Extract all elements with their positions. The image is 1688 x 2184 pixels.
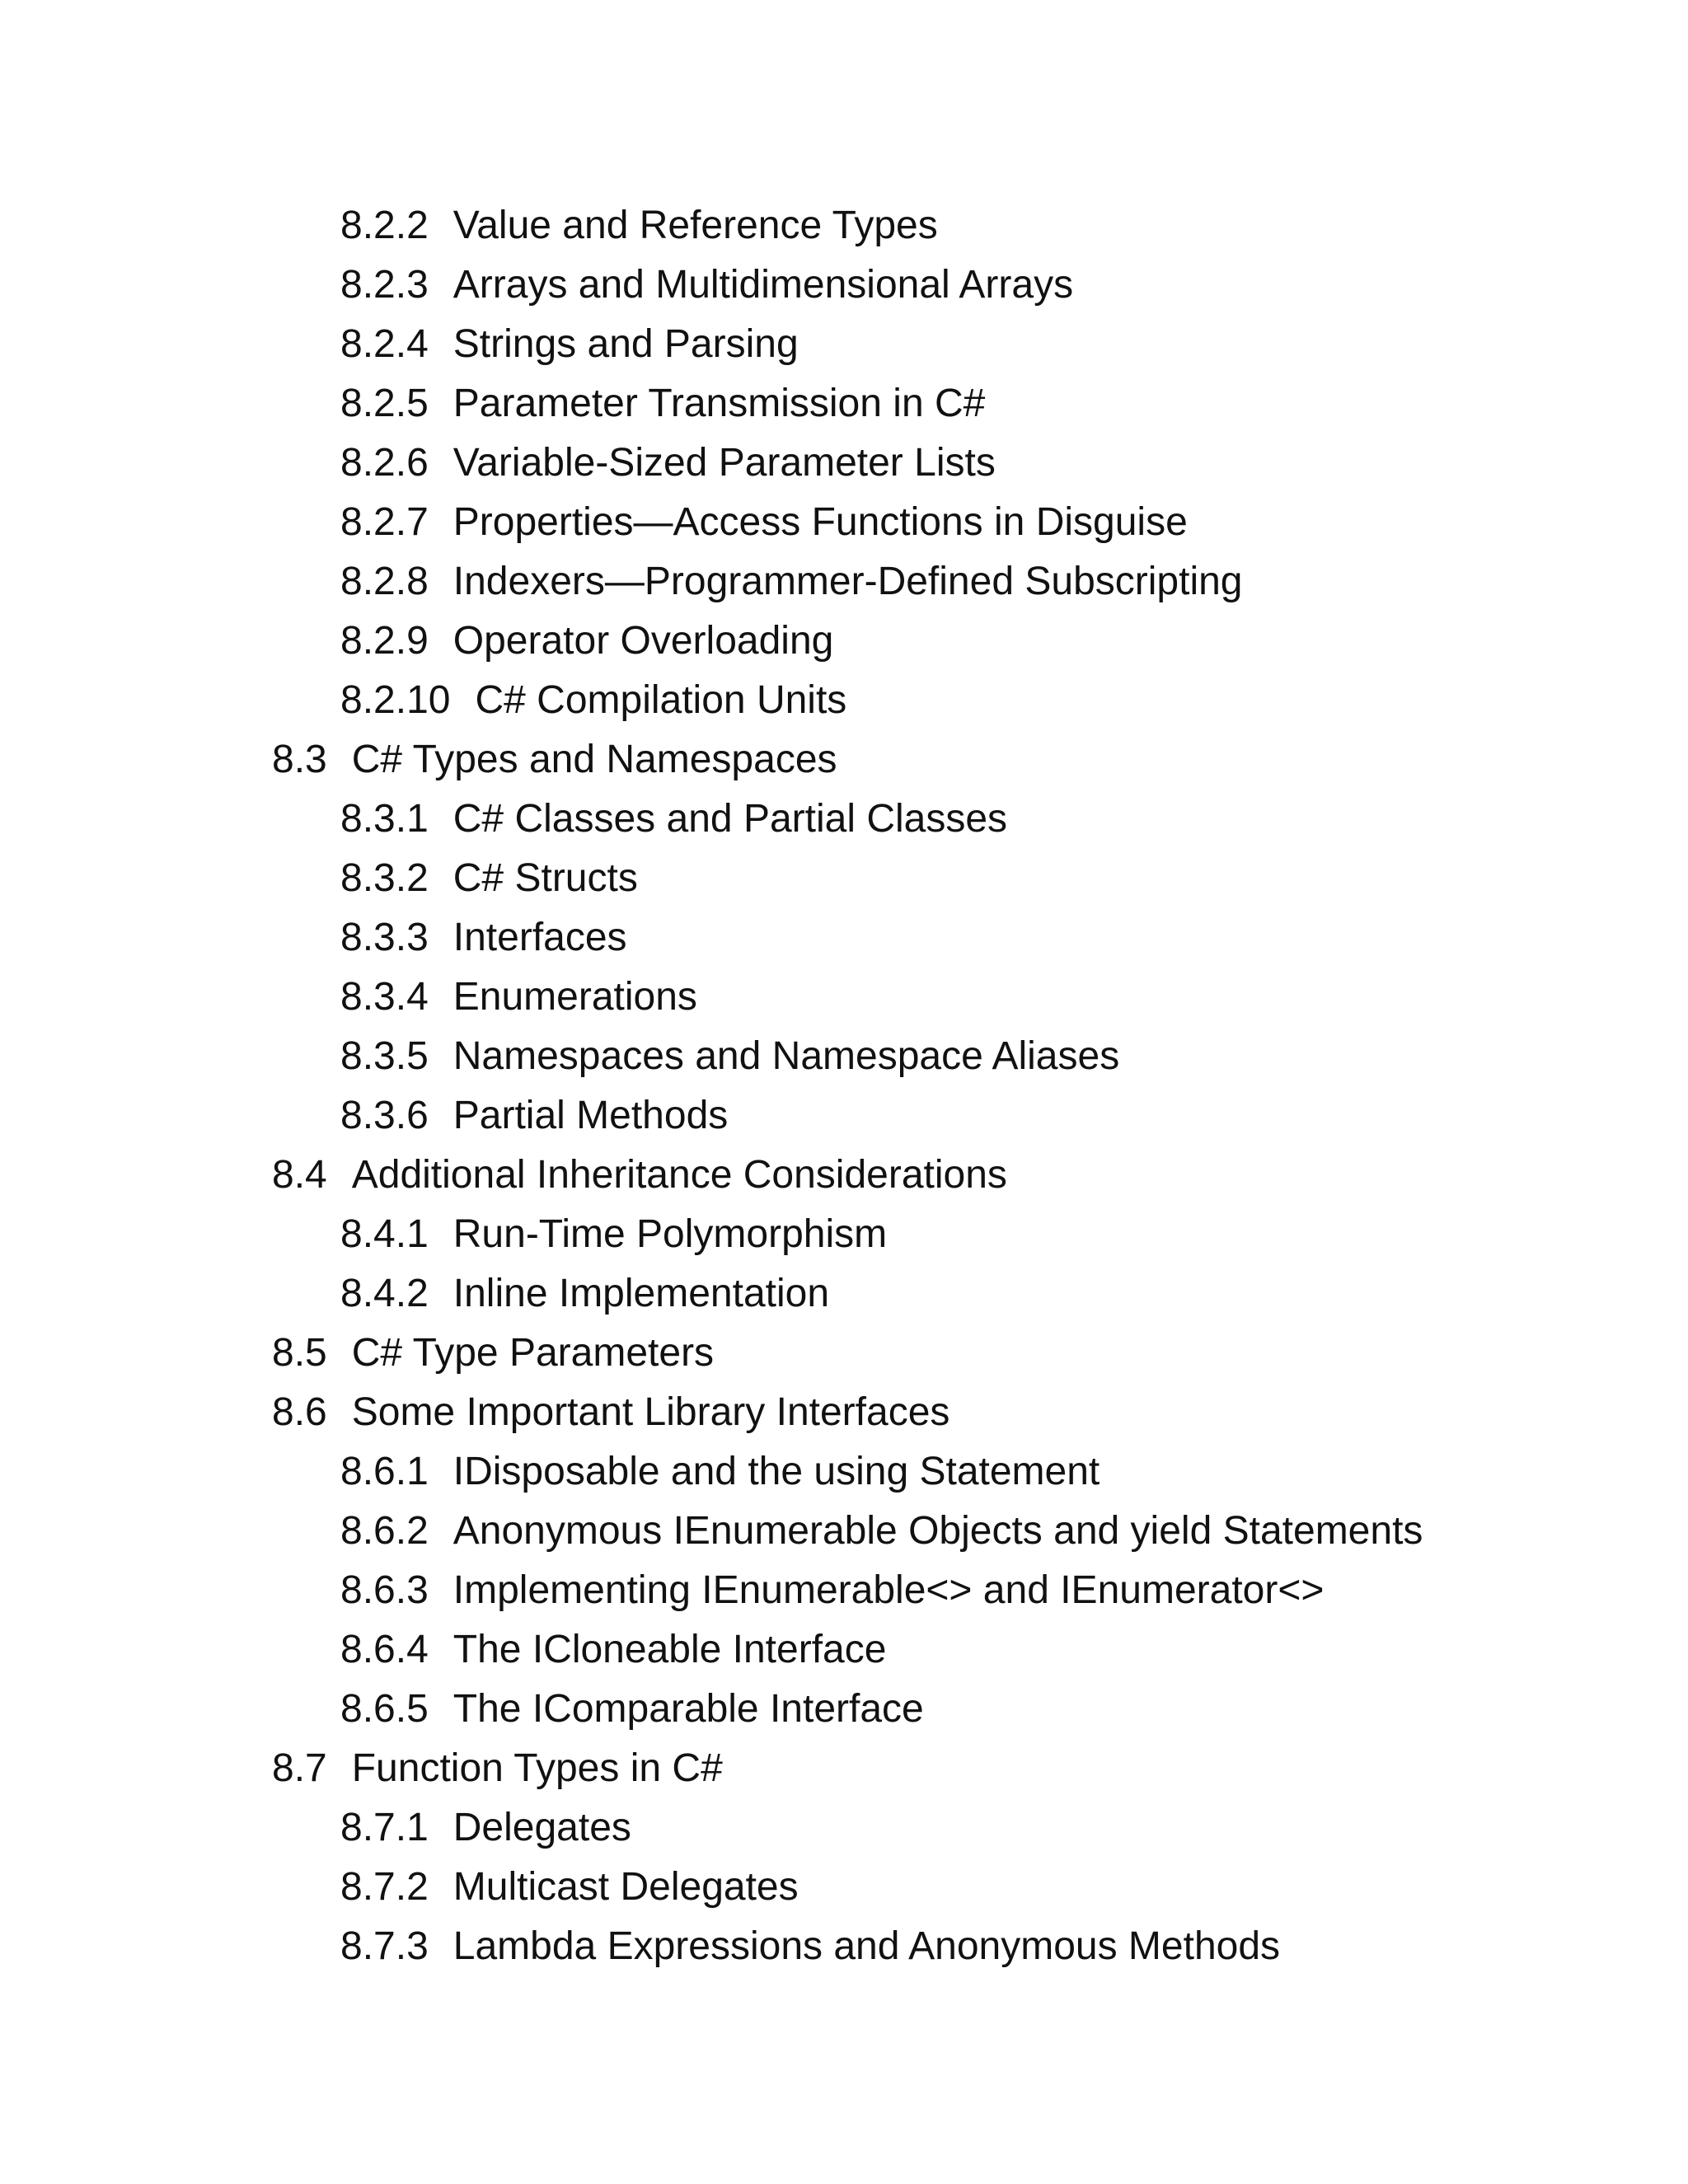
toc-entry-number: 8.2.5 [340, 382, 429, 425]
toc-entry-number: 8.2.3 [340, 263, 429, 307]
toc-entry-title: C# Type Parameters [351, 1331, 715, 1375]
toc-entry-number: 8.7 [272, 1746, 327, 1790]
toc-entry [0, 790, 1688, 849]
toc-entry [0, 1086, 1688, 1146]
toc-entry-number: 8.3.5 [340, 1034, 429, 1078]
toc-entry [0, 1798, 1688, 1858]
toc-entry-title: Delegates [452, 1806, 631, 1849]
toc-entry-title: Inline Implementation [452, 1272, 830, 1315]
toc-entry [0, 1205, 1688, 1264]
toc-entry [0, 1620, 1688, 1680]
toc-entry-number: 8.6.5 [340, 1687, 429, 1731]
toc-entry-number: 8.2.8 [340, 560, 429, 603]
toc-entry-number: 8.2.10 [340, 678, 451, 722]
toc-entry-title: C# Types and Namespaces [351, 738, 837, 781]
toc-entry-title: Lambda Expressions and Anonymous Methods [452, 1924, 1281, 1968]
toc-entry-title: Anonymous IEnumerable Objects and yield Statements [452, 1509, 1423, 1553]
toc-entry-number: 8.3.2 [340, 856, 429, 900]
toc-entry-title: Implementing IEnumerable<> and IEnumerator<> [452, 1568, 1325, 1612]
toc-entry [0, 196, 1688, 255]
toc-entry-title: Strings and Parsing [452, 322, 799, 366]
toc-entry [0, 968, 1688, 1027]
toc-entry-title: Operator Overloading [452, 619, 834, 663]
toc-entry-title: Namespaces and Namespace Aliases [452, 1034, 1120, 1078]
toc-entry-number: 8.7.1 [340, 1806, 429, 1849]
toc-entry-title: Indexers—Programmer-Defined Subscripting [452, 560, 1243, 603]
toc-entry-number: 8.6.1 [340, 1450, 429, 1493]
toc-entry-number: 8.3 [272, 738, 327, 781]
toc-entry-title: Interfaces [452, 916, 627, 959]
toc-section-entry [0, 1324, 1688, 1383]
toc-entry-title: Parameter Transmission in C# [452, 382, 986, 425]
toc-entry-number: 8.6.4 [340, 1628, 429, 1671]
toc-entry-title: Arrays and Multidimensional Arrays [452, 263, 1074, 307]
toc-entry [0, 1858, 1688, 1917]
toc-section-entry [0, 1739, 1688, 1798]
toc-entry-title: C# Compilation Units [475, 678, 847, 722]
toc-entry-title: Properties—Access Functions in Disguise [452, 500, 1188, 544]
toc-section-entry [0, 1146, 1688, 1205]
toc-entry-number: 8.3.6 [340, 1094, 429, 1137]
toc-entry [0, 1502, 1688, 1561]
toc-entry-number: 8.3.4 [340, 975, 429, 1019]
toc-entry-title: C# Classes and Partial Classes [452, 797, 1008, 841]
toc-entry-title: Variable-Sized Parameter Lists [452, 441, 996, 485]
toc-entry [0, 552, 1688, 612]
toc-entry [0, 908, 1688, 968]
toc-entry-title: IDisposable and the using Statement [452, 1450, 1100, 1493]
toc-entry-number: 8.4.1 [340, 1212, 429, 1256]
toc-entry-number: 8.2.4 [340, 322, 429, 366]
toc-entry-number: 8.6.3 [340, 1568, 429, 1612]
toc-entry-number: 8.2.9 [340, 619, 429, 663]
toc-entry-title: Additional Inheritance Considerations [351, 1153, 1007, 1197]
toc-entry [0, 374, 1688, 434]
toc-entry [0, 255, 1688, 315]
toc-entry-number: 8.5 [272, 1331, 327, 1375]
toc-entry [0, 671, 1688, 730]
toc-entry-title: Run-Time Polymorphism [452, 1212, 888, 1256]
toc-section-entry [0, 730, 1688, 790]
toc-entry-number: 8.3.1 [340, 797, 429, 841]
toc-entry-number: 8.3.3 [340, 916, 429, 959]
toc-entry-title: Multicast Delegates [452, 1865, 799, 1909]
toc-entry-number: 8.7.2 [340, 1865, 429, 1909]
toc-section-entry [0, 1383, 1688, 1442]
toc-entry-title: The ICloneable Interface [452, 1628, 887, 1671]
toc-entry [0, 1917, 1688, 1976]
toc-entry-number: 8.4.2 [340, 1272, 429, 1315]
toc-entry [0, 315, 1688, 374]
toc-entry-number: 8.2.7 [340, 500, 429, 544]
toc-entry-number: 8.7.3 [340, 1924, 429, 1968]
toc-entry [0, 849, 1688, 908]
toc-entry [0, 612, 1688, 671]
table-of-contents [0, 196, 1688, 1976]
toc-entry [0, 1680, 1688, 1739]
toc-entry-title: Value and Reference Types [452, 204, 938, 247]
toc-entry [0, 1264, 1688, 1324]
toc-entry [0, 434, 1688, 493]
toc-entry-title: Enumerations [452, 975, 697, 1019]
toc-entry-title: Partial Methods [452, 1094, 729, 1137]
toc-entry [0, 493, 1688, 552]
toc-entry-number: 8.4 [272, 1153, 327, 1197]
toc-entry-title: C# Structs [452, 856, 638, 900]
toc-entry-title: The IComparable Interface [452, 1687, 924, 1731]
toc-entry [0, 1561, 1688, 1620]
toc-entry [0, 1442, 1688, 1502]
toc-entry-number: 8.6.2 [340, 1509, 429, 1553]
toc-entry-number: 8.2.2 [340, 204, 429, 247]
toc-entry-number: 8.6 [272, 1390, 327, 1434]
toc-entry [0, 1027, 1688, 1086]
toc-entry-title: Function Types in C# [351, 1746, 723, 1790]
toc-entry-number: 8.2.6 [340, 441, 429, 485]
toc-entry-title: Some Important Library Interfaces [351, 1390, 950, 1434]
